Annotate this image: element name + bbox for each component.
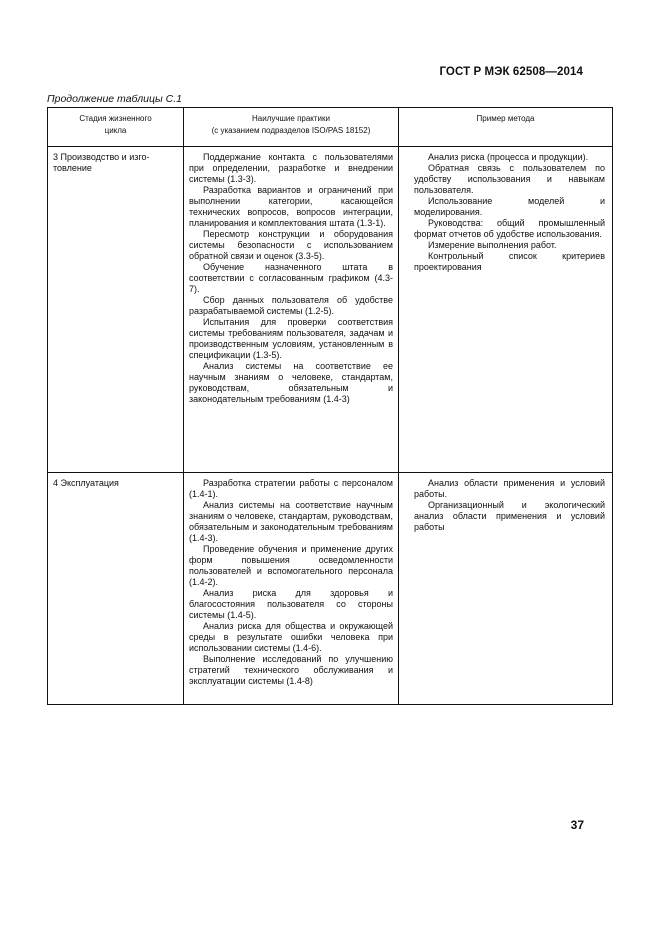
- method-item: Организационный и экологический анализ области применения и условий работы: [414, 500, 605, 532]
- practice-item: Разработка вариантов и ограничений при выполнении категории, касающейся технических вопросов, вопросов интеграции, планирования и комплектования штата (1.3-1).: [189, 185, 393, 228]
- document-header: ГОСТ Р МЭК 62508—2014: [439, 66, 583, 78]
- method-item: Обратная связь с пользователем по удобству использования и навыкам пользователя.: [414, 163, 605, 195]
- practice-item: Разработка стратегии работы с персоналом (1.4-1).: [189, 478, 393, 499]
- table-header-row: [48, 108, 613, 147]
- page-number: 37: [570, 818, 584, 832]
- practice-item: Испытания для проверки соответствия системы требованиям пользователя, задачам и производственным условиям, установленным в спецификации (1.3-5).: [189, 317, 393, 360]
- column-header-stage: [48, 108, 184, 147]
- methods-cell: [399, 147, 613, 473]
- header-line: цикла: [104, 126, 127, 135]
- practice-item: Проведение обучения и применение других форм повышения осведомленности пользователей и вспомогательного персонала (1.4-2).: [189, 544, 393, 587]
- practice-item: Сбор данных пользователя об удобстве разрабатываемой системы (1.2-5).: [189, 295, 393, 316]
- method-item: Использование моделей и моделирования.: [414, 196, 605, 217]
- method-item: Измерение выполнения работ.: [428, 240, 557, 250]
- stage-line: товление: [53, 163, 92, 173]
- stage-cell: [48, 473, 184, 705]
- practices-table: [47, 107, 613, 705]
- header-line: Стадия жизненного: [79, 114, 152, 123]
- stage-line: 4 Эксплуатация: [53, 478, 119, 488]
- method-item: Анализ риска (процесса и продукции).: [428, 152, 589, 162]
- method-item: Контрольный список критериев проектирования: [414, 251, 605, 272]
- practice-item: Выполнение исследований по улучшению стратегий технического обслуживания и эксплуатации системы (1.4-8): [189, 654, 393, 686]
- practices-cell: [184, 473, 399, 705]
- method-item: Анализ области применения и условий работы.: [414, 478, 605, 499]
- practice-item: Поддержание контакта с пользователями при определении, разработке и внедрении системы (1.3-3).: [189, 152, 393, 184]
- table-row: [48, 147, 613, 473]
- methods-cell: [399, 473, 613, 705]
- practices-cell: [184, 147, 399, 473]
- practice-item: Анализ риска для здоровья и благосостояния пользователя со стороны системы (1.4-5).: [189, 588, 393, 620]
- header-line: Наилучшие практики: [251, 114, 330, 123]
- header-line: (с указанием подразделов ISO/PAS 18152): [211, 126, 371, 135]
- header-line: Пример метода: [476, 114, 535, 123]
- stage-cell: [48, 147, 184, 473]
- table-caption: Продолжение таблицы С.1: [47, 93, 182, 105]
- table-row: [48, 473, 613, 705]
- stage-line: 3 Производство и изго-: [53, 152, 150, 162]
- column-header-method: [399, 108, 613, 147]
- practice-item: Пересмотр конструкции и оборудования системы безопасности с использованием обратной связи и оценок (3.3-5).: [189, 229, 393, 261]
- column-header-practices: [184, 108, 399, 147]
- practice-item: Анализ риска для общества и окружающей среды в результате ошибки человека при использовании системы (1.4-6).: [189, 621, 393, 653]
- practice-item: Обучение назначенного штата в соответствии с согласованным графиком (4.3-7).: [189, 262, 393, 294]
- method-item: Руководства: общий промышленный формат отчетов об удобстве использования.: [414, 218, 605, 239]
- practice-item: Анализ системы на соответствие научным знаниям о человеке, стандартам, руководствам, обязательным и законодательным требованиям (1.4-3).: [189, 500, 393, 543]
- practice-item: Анализ системы на соответствие ее научным знаниям о человеке, стандартам, руководствам, обязательным и законодательным требованиям (1.4-3): [189, 361, 393, 404]
